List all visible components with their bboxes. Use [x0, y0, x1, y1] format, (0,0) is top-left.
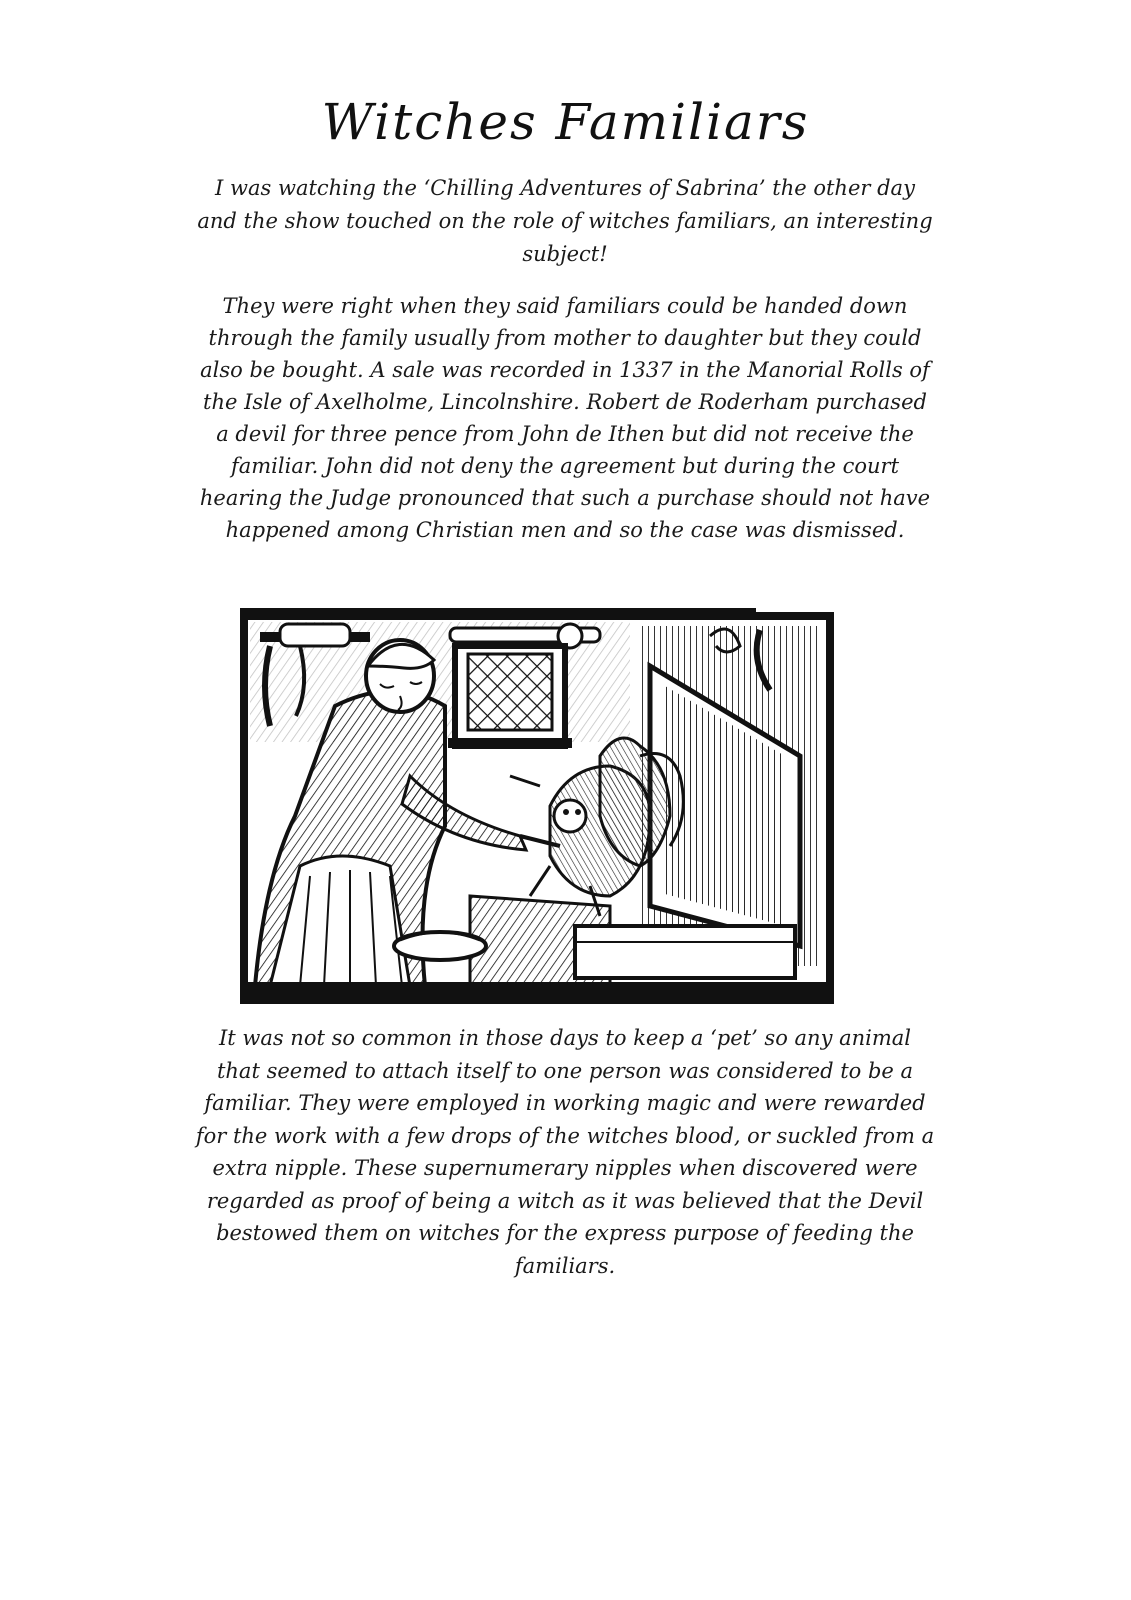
woodcut-witch-feeding-familiars-icon	[240, 606, 840, 1014]
history-paragraph: They were right when they said familiars could be handed down through the family usually from mother to daughter but they could also be bought. A sale was recorded in 1337 in the Manorial Rolls of the Isle of Axelholme, Lincolnshire. Robert de Roderham purchased a devil for three pence from John de Ithen but did not receive the familiar. John did not deny the agreement but during the court hearing the Judge pronounced that such a purchase should not have happened among Christian men and so the case was dismissed.	[199, 294, 931, 542]
closing-paragraph: It was not so common in those days to keep a ‘pet’ so any animal that seemed to attach itself to one person was considered to be a familiar. They were employed in working magic and were rewarded for the work with a few drops of the witches blood, or suckled from a extra nipple. These supernumerary nipples when discovered were regarded as proof of being a witch as it was believed that the Devil bestowed them on witches for the express purpose of feeding the familiars.	[195, 1026, 935, 1278]
page-title: Witches Familiars	[321, 93, 810, 151]
intro-paragraph: I was watching the ‘Chilling Adventures of Sabrina’ the other day and the show touched on the role of witches familiars, an interesting subject!	[197, 176, 933, 266]
